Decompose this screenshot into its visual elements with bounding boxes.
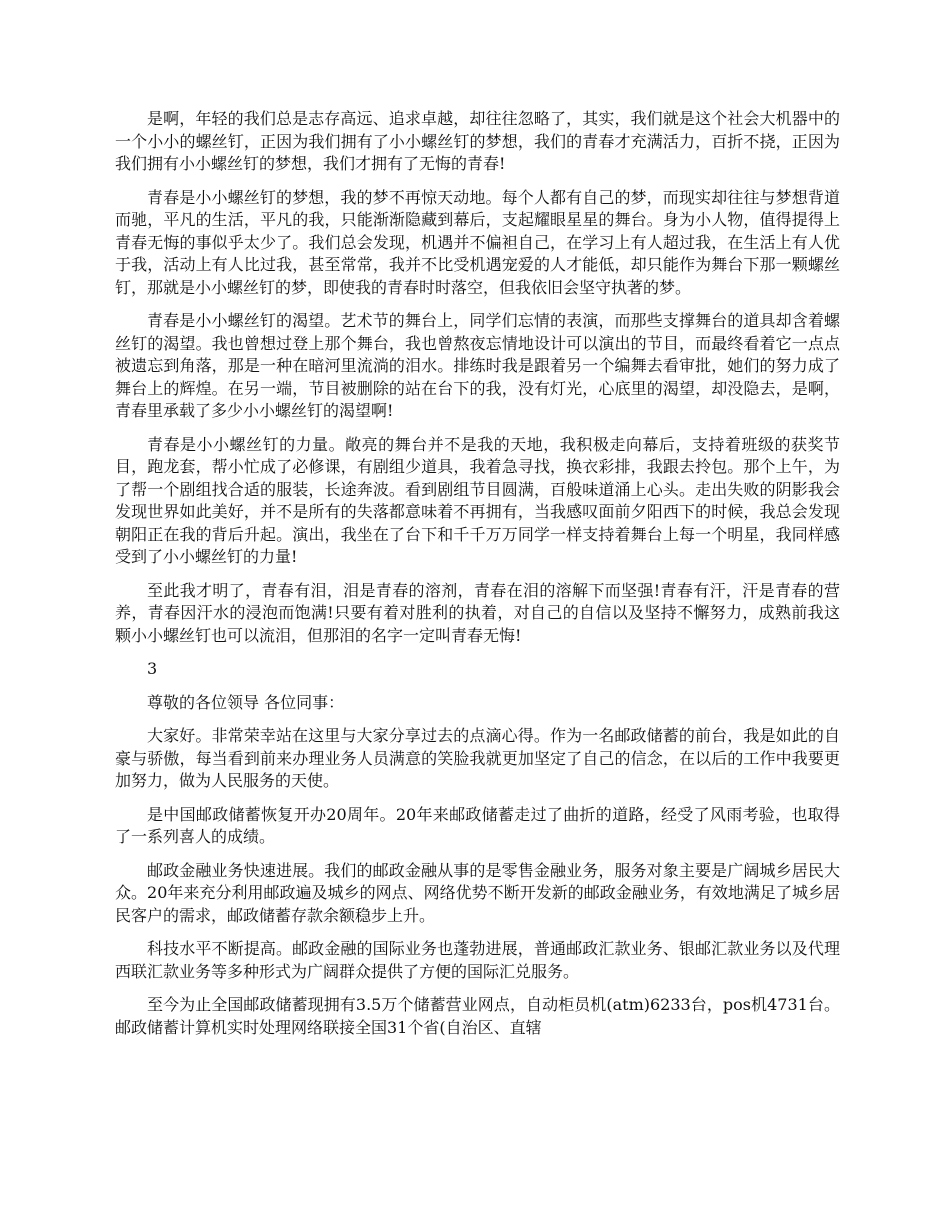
paragraph-youth-dream: 青春是小小螺丝钉的梦想，我的梦不再惊天动地。每个人都有自己的梦，而现实却往往与梦想背道而驰，平凡的生活，平凡的我，只能渐渐隐藏到幕后，支起耀眼星星的舞台。身为小人物，值得提得上青春无悔的事似乎太少了。我们总会发现，机遇并不偏袒自己，在学习上有人超过我，在生活上有人优于我，活动上有人比过我，甚至常常，我并不比受机遇宠爱的人才能低，却只能作为舞台下那一颗螺丝钉，那就是小小螺丝钉的梦，即使我的青春时时落空，但我依旧会坚守执著的梦。 [115, 187, 840, 297]
paragraph-anniversary: 是中国邮政储蓄恢复开办20周年。20年来邮政储蓄走过了曲折的道路，经受了风雨考验，也取得了一系列喜人的成绩。 [115, 804, 840, 846]
document-page [115, 108, 840, 1050]
paragraph-youth-intro: 是啊，年轻的我们总是志存高远、追求卓越，却往往忽略了，其实，我们就是这个社会大机器中的一个小小的螺丝钉，正因为我们拥有了小小螺丝钉的梦想，我们的青春才充满活力，百折不挠，正因为我们拥有小小螺丝钉的梦想，我们才拥有了无悔的青春! [115, 109, 840, 173]
paragraph-technology: 科技水平不断提高。邮政金融的国际业务也蓬勃进展，普通邮政汇款业务、银邮汇款业务以及代理西联汇款业务等多种形式为广阔群众提供了方便的国际汇兑服务。 [115, 939, 840, 981]
speech-salutation: 尊敬的各位领导 各位同事： [147, 692, 345, 712]
section-number: 3 [147, 659, 158, 678]
paragraph-greeting: 大家好。非常荣幸站在这里与大家分享过去的点滴心得。作为一名邮政储蓄的前台，我是如此的自豪与骄傲，每当看到前来办理业务人员满意的笑脸我就更加坚定了自己的信念，在以后的工作中我要更加努力，做为人民服务的天使。 [115, 726, 840, 790]
paragraph-youth-desire: 青春是小小螺丝钉的渴望。艺术节的舞台上，同学们忘情的表演，而那些支撑舞台的道具却含着螺丝钉的渴望。我也曾想过登上那个舞台，我也曾熬夜忘情地设计可以演出的节目，而最终看着它一点点被遗忘到角落，那是一种在暗河里流淌的泪水。排练时我是跟着另一个编舞去看审批，她们的努力成了舞台上的辉煌。在另一端，节目被删除的站在台下的我，没有灯光，心底里的渴望，却没隐去，是啊，青春里承载了多少小小螺丝钉的渴望啊! [115, 311, 840, 420]
paragraph-network-stats: 至今为止全国邮政储蓄现拥有3.5万个储蓄营业网点，自动柜员机(atm)6233台，pos机4731台。邮政储蓄计算机实时处理网络联接全国31个省(自治区、直辖 [115, 995, 840, 1037]
paragraph-youth-conclusion: 至此我才明了，青春有泪，泪是青春的溶剂，青春在泪的溶解下而坚强!青春有汗，汗是青春的营养，青春因汗水的浸泡而饱满!只要有着对胜利的执着，对自己的自信以及坚持不懈努力，成熟前我这颗小小螺丝钉也可以流泪，但那泪的名字一定叫青春无悔! [115, 580, 840, 645]
paragraph-youth-strength: 青春是小小螺丝钉的力量。敞亮的舞台并不是我的天地，我积极走向幕后，支持着班级的获奖节目，跑龙套，帮小忙成了必修课，有剧组少道具，我着急寻找，换衣彩排，我跟去拎包。那个上午，为了帮一个剧组找合适的服装，长途奔波。看到剧组节目圆满，百般味道涌上心头。走出失败的阴影我会发现世界如此美好，并不是所有的失落都意味着不再拥有，当我感叹面前夕阳西下的时候，我总会发现朝阳正在我的背后升起。演出，我坐在了台下和千千万万同学一样支持着舞台上每一个明星，我同样感受到了小小螺丝钉的力量! [115, 434, 840, 566]
paragraph-finance-growth: 邮政金融业务快速进展。我们的邮政金融从事的是零售金融业务，服务对象主要是广阔城乡居民大众。20年来充分利用邮政遍及城乡的网点、网络优势不断开发新的邮政金融业务，有效地满足了城乡居民客户的需求，邮政储蓄存款余额稳步上升。 [115, 860, 840, 925]
